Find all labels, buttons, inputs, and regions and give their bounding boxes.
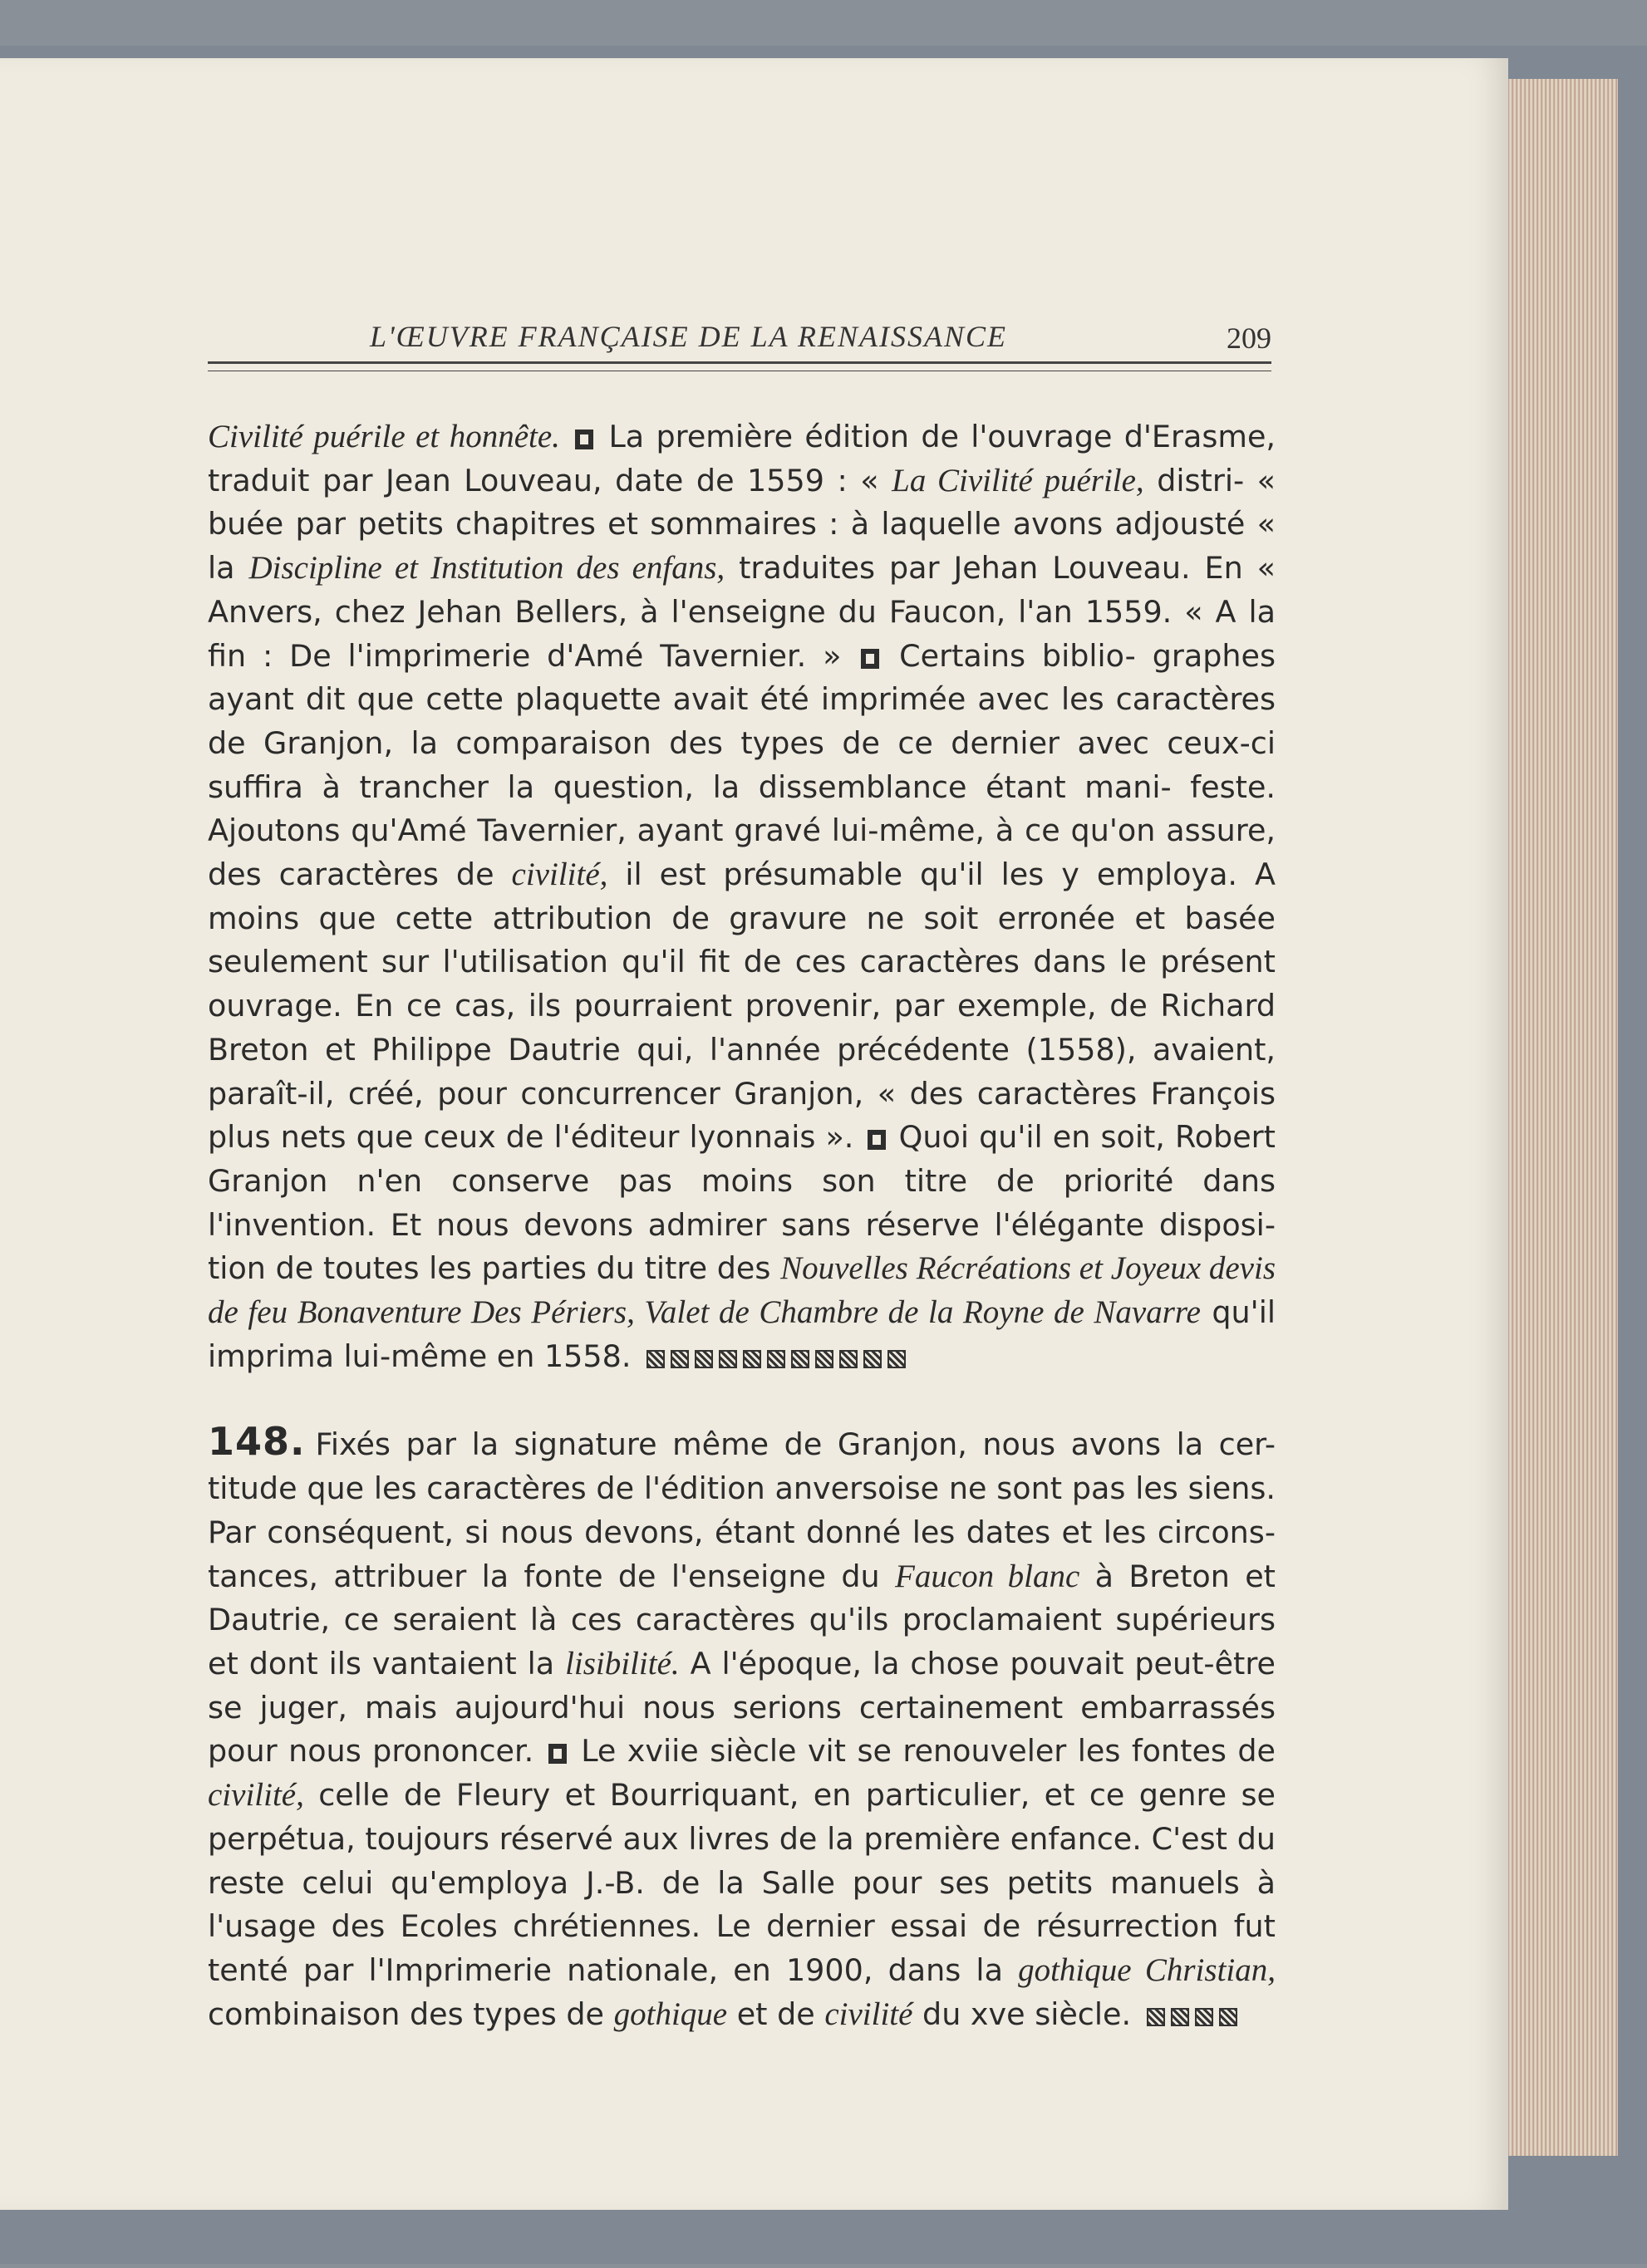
- body-text: [208, 415, 1276, 2036]
- paragraph-civilite: [208, 415, 1276, 1378]
- fleuron-icon: [575, 430, 593, 449]
- square-ornament-icon: [641, 1338, 906, 1374]
- page-number: 209: [1227, 322, 1271, 355]
- page-header: [208, 266, 1271, 357]
- italic-title: Faucon blanc: [895, 1558, 1080, 1594]
- italic-title: La Civilité puérile,: [892, 462, 1144, 498]
- text-span: Quoi qu'il en soit, Robert Granjon n'en conserve pas moins son titre de priorité dans l'invention. Et nous devons admirer sans réserve l'élégante disposi- tion de toutes les parties du titre des: [208, 1119, 1276, 1287]
- paragraph-148: [208, 1420, 1276, 2036]
- italic-title: Discipline et Institution des enfans,: [248, 550, 725, 587]
- text-span: qu'il imprima lui-même en 1558.: [208, 1294, 1276, 1374]
- text-span: traduites par Jehan Louveau. En « Anvers, chez Jehan Bellers, à l'enseigne du Faucon, l'an 1559. « A la fin : De l'imprimerie d'Amé Tavernier. »: [208, 550, 1276, 674]
- square-ornament-icon: [1141, 1996, 1237, 2032]
- italic-word: civilité,: [208, 1777, 304, 1814]
- lead-title: Civilité puérile et honnête.: [208, 419, 560, 454]
- italic-title: Nouvelles Récréations et Joyeux devis de feu Bonaventure Des Périers, Valet de Chambre de la Royne de Navarre: [208, 1250, 1276, 1331]
- text-span: et de: [727, 1996, 825, 2032]
- text-span: Le xviie siècle vit se renouveler les fontes de: [581, 1733, 1276, 1770]
- text-span: Certains biblio- graphes ayant dit que cette plaquette avait été imprimée avec les caractères de Granjon, la comparaison des types de ce dernier avec ceux-ci suffira à trancher la question, la dissemblance étant mani- feste. Ajoutons qu'Amé Tavernier, ayant gravé lui-même, à ce qu'on assure, des caractères de: [208, 637, 1276, 893]
- italic-word: civilité: [824, 1996, 913, 2032]
- text-span: distri- « buée par petits chapitres et sommaires : à laquelle avons adjousté « la: [208, 462, 1276, 587]
- paragraph-number: 148.: [208, 1419, 306, 1465]
- text-span: à Breton et Dautrie, ce seraient là ces caractères qu'ils proclamaient supérieurs et dont ils vantaient la: [208, 1558, 1276, 1681]
- running-title: L'ŒUVRE FRANÇAISE DE LA RENAISSANCE: [370, 320, 1007, 353]
- text-span: Fixés par la signature même de Granjon, nous avons la cer- titude que les caractères de l'édition anversoise ne sont pas les siens. Par conséquent, si nous devons, étant donné les dates et les circons- tances, attribuer la fonte de l'enseigne du: [208, 1426, 1276, 1594]
- fleuron-icon: [868, 1130, 886, 1150]
- header-rule: [208, 361, 1271, 371]
- text-span: du xve siècle.: [912, 1996, 1132, 2032]
- italic-word: lisibilité.: [565, 1645, 680, 1681]
- text-span: celle de Fleury et Bourriquant, en particulier, et ce genre se perpétua, toujours réservé aux livres de la première enfance. C'est du reste celui qu'employa J.-B. de la Salle pour ses petits manuels à l'usage des Ecoles chrétiennes. Le dernier essai de résurrection fut tenté par l'Imprimerie nationale, en 1900, dans la: [208, 1777, 1276, 1988]
- text-span: combinaison des types de: [208, 1996, 614, 2032]
- text-span: il est présumable qu'il les y employa. A moins que cette attribution de gravure ne soit erronée et basée seulement sur l'utilisation qu'il fit de ces caractères dans le présent ouvrage. En ce cas, ils pourraient provenir, par exemple, de Richard Breton et Philippe Dautrie qui, l'année précédente (1558), avaient, paraît-il, créé, pour concurrencer Granjon, « des caractères François plus nets que ceux de l'éditeur lyonnais ».: [208, 857, 1276, 1156]
- italic-title: gothique Christian,: [1018, 1951, 1276, 1988]
- page-edges: [1500, 79, 1618, 2156]
- text-span: A l'époque, la chose pouvait peut-être se juger, mais aujourd'hui nous serions certainement embarrassés pour nous prononcer.: [208, 1645, 1276, 1770]
- book-page: [0, 58, 1508, 2210]
- italic-word: civilité,: [511, 857, 608, 893]
- fleuron-icon: [861, 649, 879, 669]
- text-span: La première édition de l'ouvrage d'Erasme, traduit par Jean Louveau, date de 1559 : «: [208, 419, 1276, 498]
- fleuron-icon: [548, 1744, 567, 1764]
- italic-word: gothique: [613, 1996, 728, 2032]
